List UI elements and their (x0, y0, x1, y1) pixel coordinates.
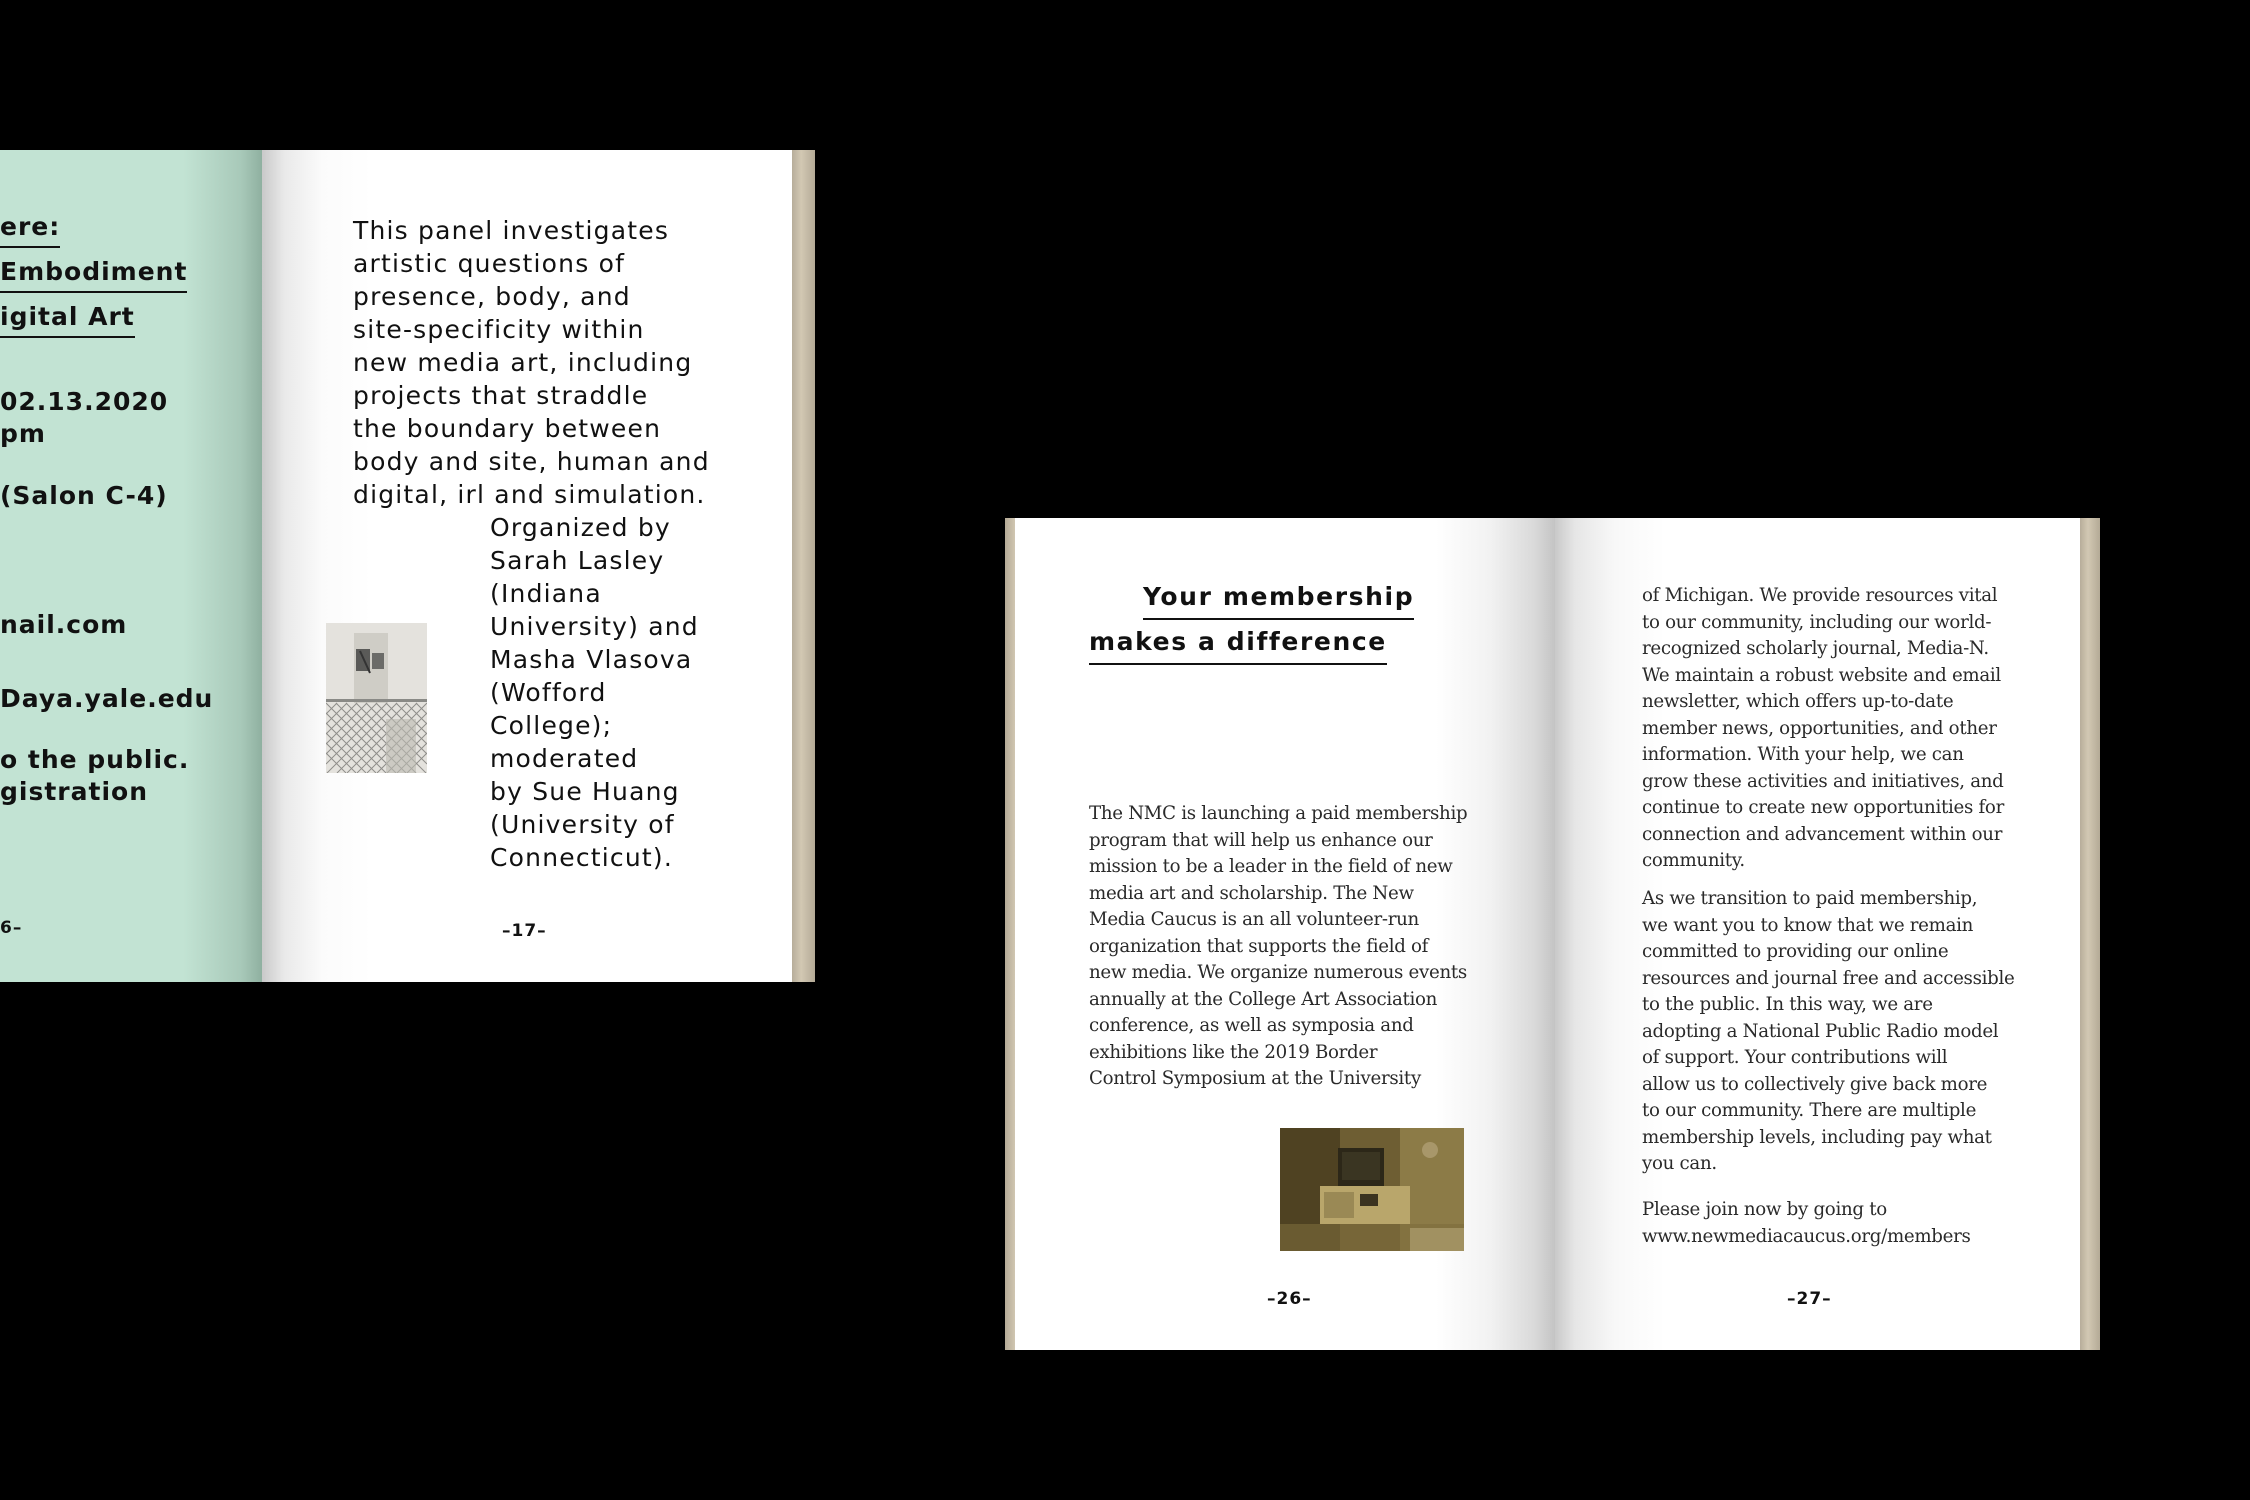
text-line: Control Symposium at the University (1089, 1068, 1421, 1089)
page-edge-right (2080, 518, 2100, 1350)
page-number-16: 6– (0, 918, 23, 938)
organizers-line: moderated (490, 744, 639, 773)
panel-description (353, 214, 710, 511)
text-line: membership levels, including pay what (1642, 1126, 1992, 1148)
text-line: recognized scholarly journal, Media-N. (1642, 638, 1989, 659)
text-line: organization that supports the field of (1089, 935, 1429, 957)
contact-email-1: nail.com (0, 610, 128, 639)
event-title-line-2: Embodiment (0, 257, 187, 293)
text-line: new media. We organize numerous events (1089, 962, 1467, 983)
text-line: we want you to know that we remain (1642, 914, 1974, 936)
text-line: you can. (1642, 1153, 1717, 1174)
event-time: pm (0, 419, 46, 448)
text-line: resources and journal free and accessible (1642, 967, 2015, 989)
organizers-line: Masha Vlasova (490, 645, 693, 674)
membership-intro-paragraph (1089, 801, 1467, 1093)
booklet-spread-right (1005, 518, 2100, 1350)
text-line: to the public. In this way, we are (1642, 994, 1933, 1015)
event-date: 02.13.2020 (0, 387, 169, 416)
event-title-line-3: igital Art (0, 302, 135, 338)
text-line: Please join now by going to (1642, 1199, 1887, 1220)
organizers-line: University) and (490, 612, 699, 641)
room-photo (1280, 1128, 1464, 1251)
membership-right-paragraph-1 (1642, 583, 2004, 875)
organizers-line: Sarah Lasley (490, 546, 665, 575)
panel-description-line: This panel investigates (353, 216, 670, 245)
panel-description-line: site-specificity within (353, 315, 645, 344)
public-note-line-1: o the public. (0, 745, 190, 774)
event-room: (Salon C-4) (0, 481, 168, 510)
text-line: conference, as well as symposia and (1089, 1015, 1414, 1036)
membership-title-line-2: makes a difference (1089, 627, 1387, 665)
page-edge-left (1005, 518, 1015, 1350)
text-line: to our community. There are multiple (1642, 1100, 1977, 1121)
panel-description-line: projects that straddle (353, 381, 649, 410)
booklet-spread-left (0, 150, 815, 982)
organizers-line: (Indiana (490, 579, 602, 608)
page-number-26: –26– (1267, 1289, 1312, 1309)
public-note-line-2: gistration (0, 777, 148, 806)
membership-title-line-1: Your membership (1143, 582, 1414, 620)
organizers-line: Connecticut). (490, 843, 674, 872)
text-line: We maintain a robust website and email (1642, 664, 2001, 686)
panel-description-line: presence, body, and (353, 282, 631, 311)
membership-join-note (1642, 1197, 1971, 1250)
text-line: adopting a National Public Radio model (1642, 1020, 1999, 1042)
text-line: member news, opportunities, and other (1642, 717, 1997, 739)
page-number-17: –17– (502, 921, 547, 941)
text-line: exhibitions like the 2019 Border (1089, 1041, 1378, 1063)
text-line: newsletter, which offers up-to-date (1642, 691, 1954, 712)
text-line: Media Caucus is an all volunteer-run (1089, 909, 1419, 930)
text-line: program that will help us enhance our (1089, 829, 1433, 851)
page-number-27: –27– (1787, 1289, 1832, 1309)
text-line: As we transition to paid membership, (1642, 888, 1978, 909)
contact-email-2: Daya.yale.edu (0, 684, 214, 713)
organizers-line: Organized by (490, 513, 671, 542)
panel-description-line: artistic questions of (353, 249, 626, 278)
panel-description-line: the boundary between (353, 414, 662, 443)
text-line: information. With your help, we can (1642, 744, 1964, 765)
text-line: grow these activities and initiatives, and (1642, 770, 2004, 792)
text-line: mission to be a leader in the field of new (1089, 856, 1453, 877)
text-line: annually at the College Art Association (1089, 988, 1438, 1010)
membership-url: www.newmediacaucus.org/members (1642, 1225, 1971, 1247)
organizers-line: by Sue Huang (490, 777, 680, 806)
text-line: connection and advancement within our (1642, 823, 2003, 845)
organizers-line: (Wofford (490, 678, 607, 707)
fence-photo (326, 623, 427, 773)
page-edge (792, 150, 815, 982)
organizers-line: (University of (490, 810, 675, 839)
event-title-line-1: ere: (0, 212, 60, 248)
panel-description-line: digital, irl and simulation. (353, 480, 706, 509)
text-line: of support. Your contributions will (1642, 1047, 1948, 1068)
text-line: community. (1642, 850, 1745, 871)
text-line: of Michigan. We provide resources vital (1642, 585, 1998, 606)
text-line: to our community, including our world- (1642, 611, 1992, 633)
panel-description-line: body and site, human and (353, 447, 710, 476)
text-line: media art and scholarship. The New (1089, 882, 1414, 904)
text-line: allow us to collectively give back more (1642, 1073, 1988, 1095)
text-line: continue to create new opportunities for (1642, 797, 2004, 818)
panel-description-line: new media art, including (353, 348, 693, 377)
text-line: committed to providing our online (1642, 941, 1949, 962)
membership-right-paragraph-2 (1642, 886, 2014, 1178)
organizers-credit (490, 511, 699, 874)
organizers-line: College); (490, 711, 613, 740)
left-page-mint (0, 150, 262, 982)
text-line: The NMC is launching a paid membership (1089, 803, 1468, 824)
